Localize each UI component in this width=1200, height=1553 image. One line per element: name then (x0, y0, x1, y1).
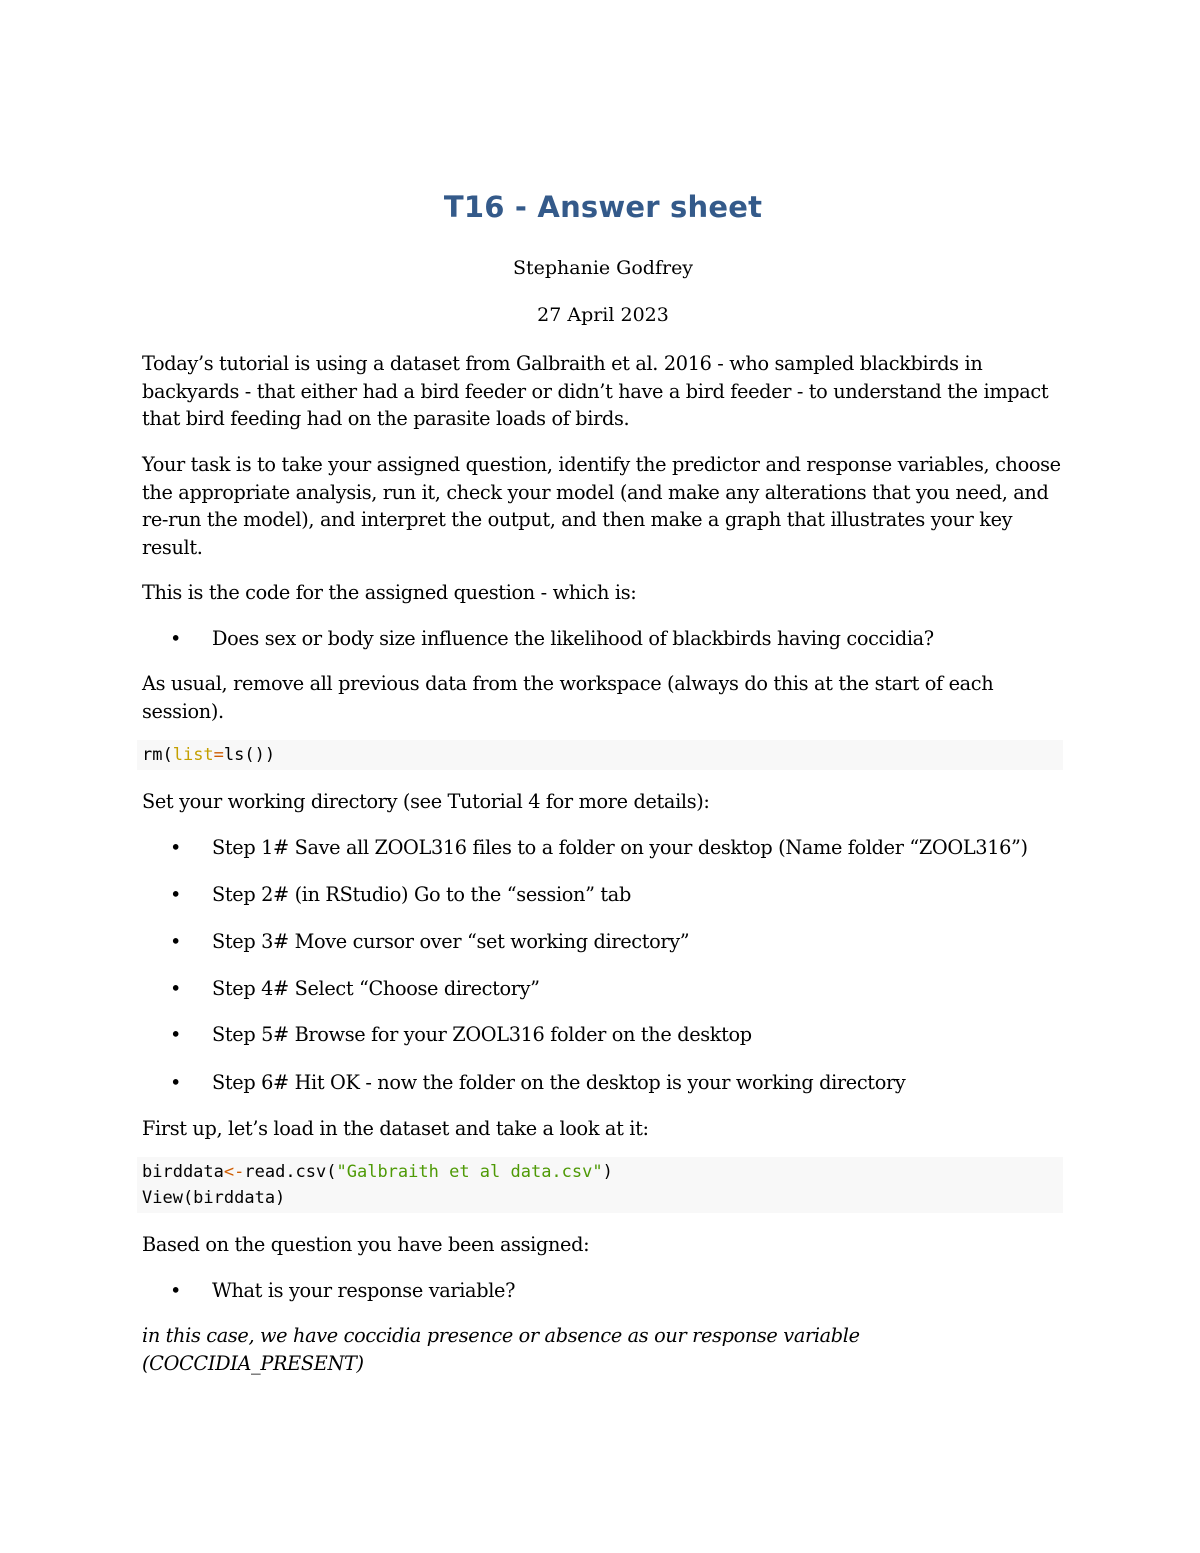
code-token: rm( (142, 745, 173, 765)
code-token: ls()) (223, 745, 276, 765)
workspace-paragraph: As usual, remove all previous data from the workspace (always do this at the start of each session). (142, 672, 994, 723)
response-variable-answer: in this case, we have coccidia presence or absence as our response variable (COCCIDIA_PRESENT) (142, 1324, 860, 1375)
step-text: Step 3# Move cursor over “set working directory” (212, 930, 690, 953)
code-token: = (213, 745, 224, 765)
task-paragraph: Your task is to take your assigned question, identify the predictor and response variables, choose the appropriate analysis, run it, check your model (and make any alterations that you need, and re-run the model), and interpret the output, and then make a graph that illustrates your key result. (142, 453, 1061, 560)
bullet-icon: • (170, 883, 182, 906)
bullet-icon: • (170, 930, 182, 953)
step-text: Step 4# Select “Choose directory” (212, 977, 540, 1000)
bullet-icon: • (170, 1023, 182, 1046)
based-on-question-paragraph: Based on the question you have been assigned: (142, 1233, 590, 1256)
load-data-paragraph: First up, let’s load in the dataset and take a look at it: (142, 1117, 649, 1140)
step-text: Step 6# Hit OK - now the folder on the desktop is your working directory (212, 1071, 906, 1094)
code-token: ) (602, 1162, 613, 1182)
document-title: T16 - Answer sheet (443, 190, 763, 224)
code-token: "Galbraith et al data.csv" (336, 1162, 603, 1182)
assigned-question-intro: This is the code for the assigned question - which is: (142, 581, 637, 604)
working-directory-paragraph: Set your working directory (see Tutorial 4 for more details): (142, 790, 710, 813)
bullet-icon: • (170, 977, 182, 1000)
intro-paragraph: Today’s tutorial is using a dataset from Galbraith et al. 2016 - who sampled blackbirds in backyards - that either had a bird feeder or didn’t have a bird feeder - to understand the impact that bird feeding had on the parasite loads of birds. (142, 352, 1049, 431)
author: Stephanie Godfrey (512, 257, 694, 279)
step-text: Step 1# Save all ZOOL316 files to a folder on your desktop (Name folder “ZOOL316”) (212, 836, 1028, 859)
bullet-icon: • (170, 627, 182, 650)
code-block-load-data (137, 1157, 1063, 1213)
step-text: Step 5# Browse for your ZOOL316 folder on the desktop (212, 1023, 752, 1046)
code-token: View(birddata) (142, 1188, 286, 1208)
response-variable-question: What is your response variable? (212, 1279, 516, 1302)
bullet-icon: • (170, 836, 182, 859)
bullet-icon: • (170, 1279, 182, 1302)
step-text: Step 2# (in RStudio) Go to the “session” tab (212, 883, 631, 906)
date: 27 April 2023 (537, 304, 669, 326)
code-token: birddata (142, 1162, 224, 1182)
code-token: list (172, 745, 214, 765)
assigned-question: Does sex or body size influence the likelihood of blackbirds having coccidia? (212, 627, 934, 650)
code-block-clear-workspace (137, 740, 1063, 770)
code-token: <- (223, 1162, 245, 1182)
bullet-icon: • (170, 1071, 182, 1094)
code-token: read.csv( (244, 1162, 337, 1182)
